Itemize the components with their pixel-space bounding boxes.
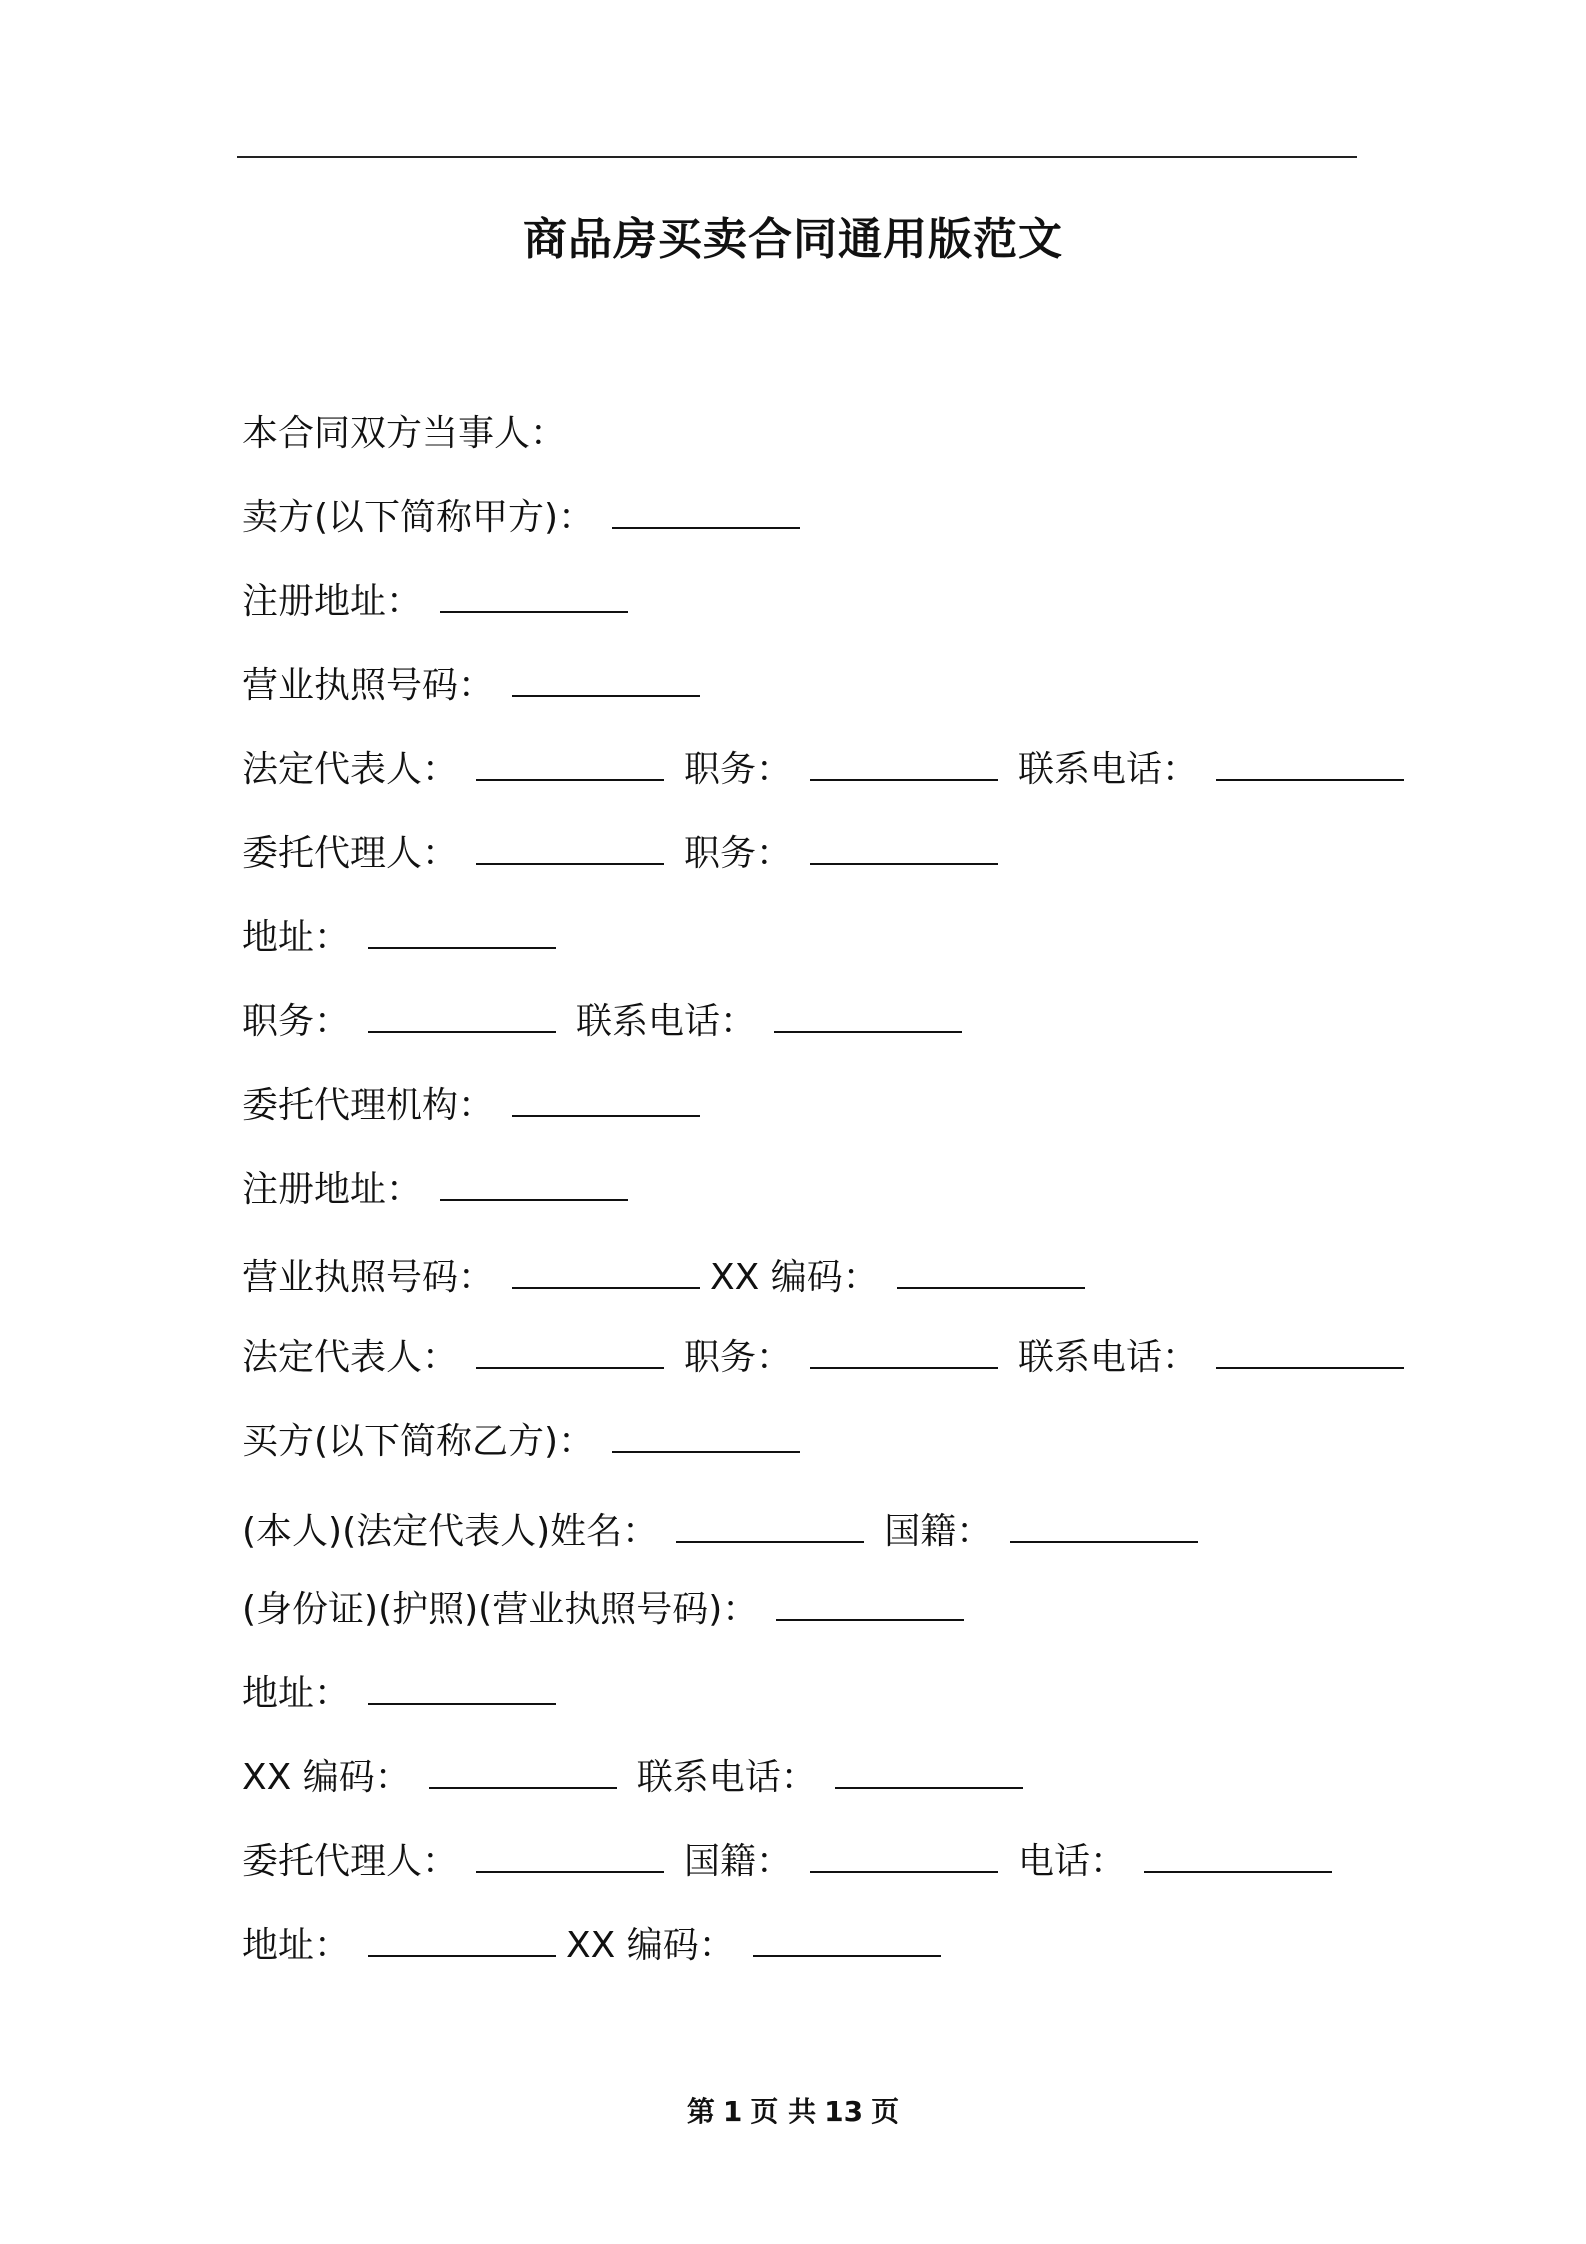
- blank-input[interactable]: [676, 1511, 864, 1543]
- field-label: 法定代表人：: [242, 749, 459, 790]
- blank-input[interactable]: [368, 1673, 556, 1705]
- form-line-seller-agent-position: [242, 998, 962, 1046]
- field-label: 地址：: [242, 1673, 351, 1714]
- form-line-agency-license: [242, 1254, 1085, 1302]
- blank-input[interactable]: [810, 1337, 998, 1369]
- form-line-buyer-address: [242, 1670, 556, 1718]
- form-line-seller-agent-address: [242, 914, 556, 962]
- form-line-buyer-id: [242, 1586, 964, 1634]
- header-rule: [237, 156, 1357, 158]
- field-label: XX 编码：: [242, 1757, 411, 1798]
- field-label: 卖方(以下简称甲方)：: [242, 497, 595, 538]
- form-line-seller-reg-address: [242, 578, 628, 626]
- field-label: 职务：: [242, 1001, 351, 1042]
- field-label: 电话：: [1018, 1841, 1127, 1882]
- field-label: 营业执照号码：: [242, 665, 495, 706]
- footer-word-pages: 页: [871, 2095, 900, 2128]
- blank-input[interactable]: [753, 1925, 941, 1957]
- blank-input[interactable]: [1144, 1841, 1332, 1873]
- blank-input[interactable]: [776, 1589, 964, 1621]
- field-label: 法定代表人：: [242, 1337, 459, 1378]
- blank-input[interactable]: [512, 665, 700, 697]
- current-page-number: 1: [722, 2095, 743, 2128]
- form-line-buyer-agent-address: [242, 1922, 941, 1970]
- total-pages-number: 13: [824, 2095, 864, 2128]
- field-label: 营业执照号码：: [242, 1257, 495, 1298]
- blank-input[interactable]: [512, 1085, 700, 1117]
- field-label: 职务：: [684, 1337, 793, 1378]
- form-line-agency-legal-rep: [242, 1334, 1404, 1382]
- form-line-seller-legal-rep: [242, 746, 1404, 794]
- field-label: (身份证)(护照)(营业执照号码)：: [242, 1589, 759, 1630]
- field-label: 注册地址：: [242, 1169, 423, 1210]
- blank-input[interactable]: [1216, 749, 1404, 781]
- field-label: XX 编码：: [566, 1925, 735, 1966]
- field-label: 联系电话：: [1018, 749, 1199, 790]
- blank-input[interactable]: [440, 1169, 628, 1201]
- field-label: 地址：: [242, 917, 351, 958]
- form-line-parties-intro: [242, 410, 566, 458]
- blank-input[interactable]: [1216, 1337, 1404, 1369]
- field-label: 买方(以下简称乙方)：: [242, 1421, 595, 1462]
- blank-input[interactable]: [835, 1757, 1023, 1789]
- footer-word-of: 页 共: [750, 2095, 817, 2128]
- field-label: 职务：: [684, 833, 793, 874]
- blank-input[interactable]: [476, 1337, 664, 1369]
- blank-input[interactable]: [810, 833, 998, 865]
- blank-input[interactable]: [810, 749, 998, 781]
- field-label: 委托代理机构：: [242, 1085, 495, 1126]
- form-line-agency: [242, 1082, 700, 1130]
- form-line-buyer-agent: [242, 1838, 1332, 1886]
- field-label: 委托代理人：: [242, 1841, 459, 1882]
- blank-input[interactable]: [1010, 1511, 1198, 1543]
- blank-input[interactable]: [774, 1001, 962, 1033]
- field-label: 本合同双方当事人：: [242, 413, 567, 454]
- blank-input[interactable]: [512, 1257, 700, 1289]
- blank-input[interactable]: [368, 917, 556, 949]
- blank-input[interactable]: [897, 1257, 1085, 1289]
- blank-input[interactable]: [476, 1841, 664, 1873]
- field-label: XX 编码：: [710, 1257, 879, 1298]
- field-label: 国籍：: [684, 1841, 793, 1882]
- blank-input[interactable]: [612, 1421, 800, 1453]
- blank-input[interactable]: [368, 1001, 556, 1033]
- form-line-agency-reg-address: [242, 1166, 628, 1214]
- page-footer: [0, 2094, 1586, 2130]
- blank-input[interactable]: [476, 749, 664, 781]
- field-label: 联系电话：: [1018, 1337, 1199, 1378]
- blank-input[interactable]: [368, 1925, 556, 1957]
- blank-input[interactable]: [440, 581, 628, 613]
- form-line-buyer: [242, 1418, 800, 1466]
- blank-input[interactable]: [476, 833, 664, 865]
- field-label: 职务：: [684, 749, 793, 790]
- field-label: 注册地址：: [242, 581, 423, 622]
- field-label: 委托代理人：: [242, 833, 459, 874]
- form-line-seller-agent: [242, 830, 998, 878]
- field-label: 地址：: [242, 1925, 351, 1966]
- form-line-seller-license-no: [242, 662, 700, 710]
- document-title: 商品房买卖合同通用版范文: [523, 214, 1063, 265]
- blank-input[interactable]: [810, 1841, 998, 1873]
- field-label: 联系电话：: [636, 1757, 817, 1798]
- field-label: (本人)(法定代表人)姓名：: [242, 1511, 659, 1552]
- form-line-buyer-name: [242, 1508, 1198, 1556]
- footer-word-page: 第: [686, 2095, 715, 2128]
- field-label: 联系电话：: [576, 1001, 757, 1042]
- field-label: 国籍：: [884, 1511, 993, 1552]
- blank-input[interactable]: [429, 1757, 617, 1789]
- form-line-seller: [242, 494, 800, 542]
- form-line-buyer-postal: [242, 1754, 1023, 1802]
- blank-input[interactable]: [612, 497, 800, 529]
